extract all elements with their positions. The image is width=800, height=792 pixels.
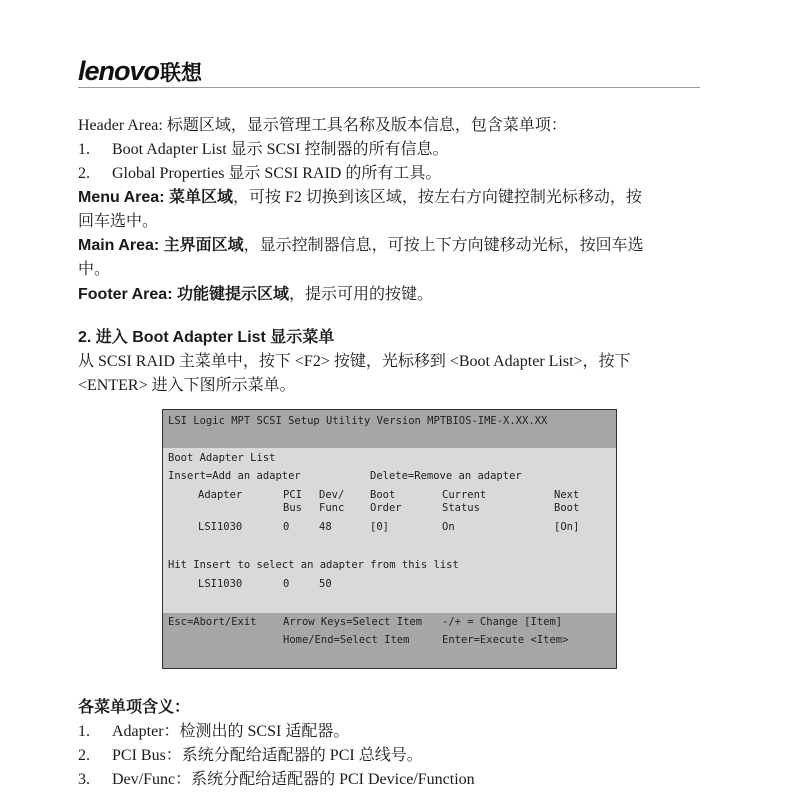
insert-hint: Insert=Add an adapter [168,470,301,482]
section-line-1: 从 SCSI RAID 主菜单中，按下 <F2> 按键，光标移到 <Boot Adapter List>，按下 [78,353,631,370]
item-text: Global Properties 显示 SCSI RAID 的所有工具。 [112,165,442,182]
section-heading: 2. 进入 Boot Adapter List 显示菜单 [78,329,335,346]
meaning-item-3 [78,768,702,792]
select-hint: Hit Insert to select an adapter from this list [168,559,459,571]
menu-area-label: Menu Area: 菜单区域 [78,189,233,206]
meaning-heading: 各菜单项含义： [78,699,191,716]
footer-arrow: Arrow Keys=Select Item [283,616,423,628]
row-current-status: On [442,521,455,533]
delete-hint: Delete=Remove an adapter [370,470,522,482]
footer-home: Home/End=Select Item [283,634,410,646]
meaning-item-2 [78,744,702,768]
header-area-line: Header Area: 标题区域，显示管理工具名称及版本信息，包含菜单项： [78,117,567,134]
header-rule [78,87,700,88]
main-area-label: Main Area: 主界面区域 [78,237,244,254]
logo-wordmark: lenovo [78,56,160,86]
item-number: 2. [78,747,90,764]
header-item-1 [78,138,702,162]
menu-area-line [78,186,702,210]
row-adapter[interactable]: LSI1030 [198,521,243,533]
footer-area-line [78,283,702,307]
col-boot: Boot [370,489,396,501]
col-pci: PCI [283,489,302,501]
menu-area-text: ，可按 F2 切换到该区域，按左右方向键控制光标移动，按 [232,189,642,206]
item-number: 1. [78,141,90,158]
col-bus: Bus [283,502,302,514]
main-area-line [78,234,702,258]
section-line-2: <ENTER> 进入下图所示菜单。 [78,377,296,394]
item-number: 2. [78,165,90,182]
main-area-text: ，显示控制器信息，可按上下方向键移动光标，按回车选 [243,237,644,254]
bios-title: LSI Logic MPT SCSI Setup Utility Version MPTBIOS-IME-X.XX.XX [168,415,548,427]
item-text: Adapter：检测出的 SCSI 适配器。 [112,723,350,740]
col-func: Func [319,502,345,514]
footer-area-text: ，提示可用的按键。 [288,286,433,303]
avail-pci-bus: 0 [283,578,290,590]
logo-chinese: 联想 [160,62,203,85]
item-number: 3. [78,771,90,788]
footer-enter: Enter=Execute <Item> [442,634,569,646]
footer-area-label: Footer Area: 功能键提示区域 [78,286,289,303]
col-next-boot: Boot [554,502,580,514]
bios-screenshot [162,409,617,669]
menu-area-line-2: 回车选中。 [78,213,159,230]
meaning-item-1 [78,720,702,744]
boot-adapter-list-title: Boot Adapter List [168,452,276,464]
col-adapter: Adapter [198,489,243,501]
row-pci-bus: 0 [283,521,290,533]
main-area-line-2: 中。 [78,261,111,278]
lenovo-logo [78,56,202,87]
row-boot-order[interactable]: [0] [370,521,389,533]
item-text: Boot Adapter List 显示 SCSI 控制器的所有信息。 [112,141,449,158]
col-next: Next [554,489,580,501]
item-text: Dev/Func：系统分配给适配器的 PCI Device/Function [112,771,475,788]
col-order: Order [370,502,402,514]
footer-change: -/+ = Change [Item] [442,616,563,628]
header-item-2 [78,162,702,186]
avail-dev-func: 50 [319,578,332,590]
item-number: 1. [78,723,90,740]
avail-adapter[interactable]: LSI1030 [198,578,243,590]
col-current: Current [442,489,487,501]
item-text: PCI Bus：系统分配给适配器的 PCI 总线号。 [112,747,423,764]
row-dev-func: 48 [319,521,332,533]
footer-esc: Esc=Abort/Exit [168,616,257,628]
col-dev: Dev/ [319,489,345,501]
col-status: Status [442,502,480,514]
row-next-boot[interactable]: [On] [554,521,580,533]
